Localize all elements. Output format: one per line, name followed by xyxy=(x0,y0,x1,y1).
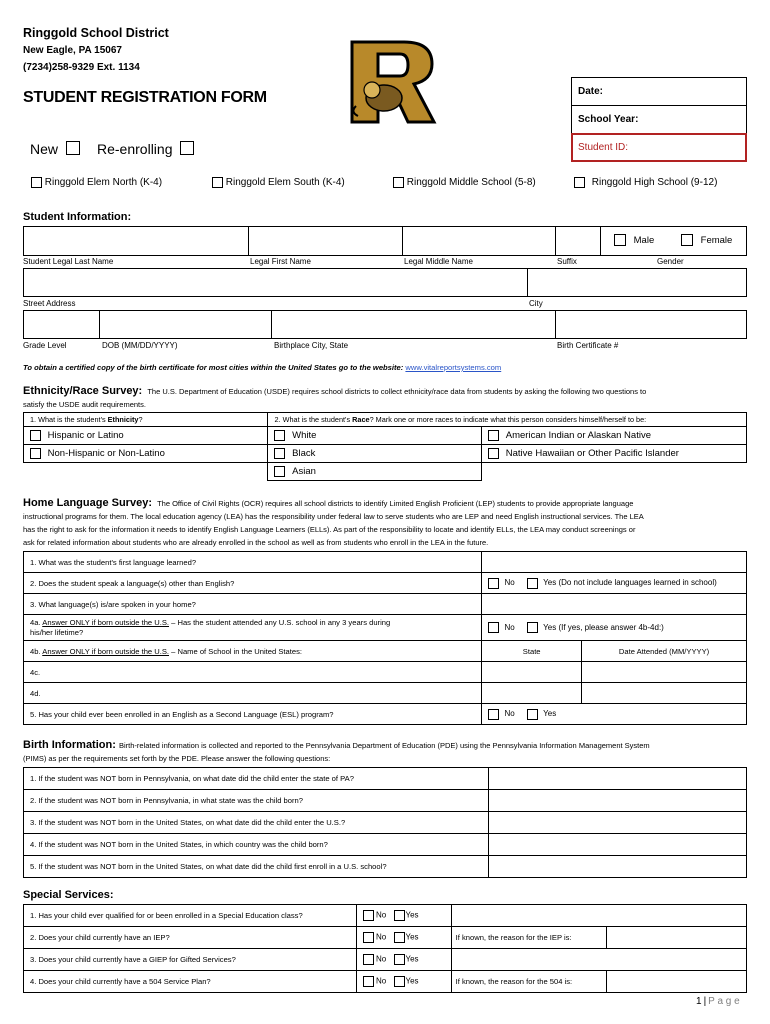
special-q1-answer: No Yes xyxy=(356,905,451,927)
school-option-middle[interactable]: Ringgold Middle School (5-8) xyxy=(393,177,536,188)
white-checkbox[interactable] xyxy=(274,430,285,441)
plan-reason-label: If known, the reason for the 504 is: xyxy=(451,971,606,993)
school-logo xyxy=(344,36,439,128)
ethnicity-heading: Ethnicity/Race Survey: xyxy=(23,385,143,397)
language-q5-answer: No Yes xyxy=(482,704,747,725)
date-field[interactable] xyxy=(571,77,747,106)
school-year-label: School Year: xyxy=(578,114,639,125)
birth-cert-input[interactable] xyxy=(556,311,746,338)
birth-intro: Birth Information: Birth-related information is collected and reported to the Pennsylvania Department of Education (PDE) using the Pennsylvania Information Management System (PIMS) as per the requirements set forth by the PDE. Please answer the following questions: xyxy=(23,739,650,763)
language-q4a-answer: No Yes (If yes, please answer 4b-4d:) xyxy=(482,615,747,641)
q4a-yes-checkbox[interactable] xyxy=(527,622,538,633)
language-q3: 3. What language(s) is/are spoken in your home? xyxy=(24,594,482,615)
date-attended-header: Date Attended (MM/YYYY) xyxy=(582,641,747,662)
asian-checkbox[interactable] xyxy=(274,466,285,477)
student-info-heading: Student Information: xyxy=(23,211,132,223)
dob-label: DOB (MM/DD/YYYY) xyxy=(102,341,178,350)
female-option[interactable]: Female xyxy=(681,234,732,246)
ethnicity-intro: Ethnicity/Race Survey: The U.S. Department of Education (USDE) requires school districts to collect ethnicity/race data from students by asking the following two questions to satisfy the USDE audit requirements. xyxy=(23,385,647,409)
suffix-label: Suffix xyxy=(557,257,577,266)
special-heading: Special Services: xyxy=(23,889,114,901)
school-option-south[interactable]: Ringgold Elem South (K-4) xyxy=(212,177,345,188)
hispanic-option[interactable]: Hispanic or Latino xyxy=(24,427,268,445)
last-name-label: Student Legal Last Name xyxy=(23,257,114,266)
special-q1-no-checkbox[interactable] xyxy=(363,910,374,921)
dob-input[interactable] xyxy=(100,311,271,338)
street-label: Street Address xyxy=(23,299,76,308)
language-q4a: 4a. Answer ONLY if born outside the U.S. – Has the student attended any U.S. school in any 3 years during his/her lifetime? xyxy=(24,615,482,641)
special-q3-no-checkbox[interactable] xyxy=(363,954,374,965)
white-option[interactable]: White xyxy=(268,427,482,445)
non-hispanic-option[interactable]: Non-Hispanic or Non-Latino xyxy=(24,445,268,463)
birth-cert-label: Birth Certificate # xyxy=(557,341,619,350)
special-q2-answer: No Yes xyxy=(356,927,451,949)
birth-q2: 2. If the student was NOT born in Pennsylvania, in what state was the child born? xyxy=(24,790,489,812)
black-option[interactable]: Black xyxy=(268,445,482,463)
new-label: New xyxy=(30,141,59,157)
birthplace-input[interactable] xyxy=(272,311,555,338)
page-word: P a g e xyxy=(708,996,740,1007)
school-year-field[interactable] xyxy=(571,105,747,134)
city-input[interactable] xyxy=(528,269,746,296)
race-question: 2. What is the student's Race? Mark one or more races to indicate what this person considers himself/herself to be: xyxy=(268,413,747,427)
special-q4: 4. Does your child currently have a 504 Service Plan? xyxy=(24,971,357,993)
language-q5: 5. Has your child ever been enrolled in an English as a Second Language (ESL) program? xyxy=(24,704,482,725)
q5-yes-checkbox[interactable] xyxy=(527,709,538,720)
middle-name-label: Legal Middle Name xyxy=(404,257,473,266)
reenrolling-checkbox[interactable] xyxy=(180,141,194,155)
suffix-input[interactable] xyxy=(556,227,600,255)
male-option[interactable]: Male xyxy=(614,234,654,246)
special-q2-yes-checkbox[interactable] xyxy=(394,932,405,943)
birth-q1: 1. If the student was NOT born in Pennsylvania, on what date did the child enter the state of PA? xyxy=(24,768,489,790)
school-checkbox[interactable] xyxy=(31,177,42,188)
q5-no-checkbox[interactable] xyxy=(488,709,499,720)
birth-cert-note: To obtain a certified copy of the birth certificate for most cities within the United States go to the website: www.vitalreportsystems.com xyxy=(23,363,502,372)
student-id-label: Student ID: xyxy=(578,142,629,153)
hawaiian-option[interactable]: Native Hawaiian or Other Pacific Islander xyxy=(482,445,747,463)
special-q4-no-checkbox[interactable] xyxy=(363,976,374,987)
non-hispanic-checkbox[interactable] xyxy=(30,448,41,459)
school-checkbox[interactable] xyxy=(212,177,223,188)
q2-no-checkbox[interactable] xyxy=(488,578,499,589)
student-id-field[interactable] xyxy=(571,133,747,162)
special-q4-answer: No Yes xyxy=(356,971,451,993)
special-q3: 3. Does your child currently have a GIEP for Gifted Services? xyxy=(24,949,357,971)
ethnicity-question: 1. What is the student's Ethnicity? xyxy=(24,413,268,427)
special-q3-answer: No Yes xyxy=(356,949,451,971)
hawaiian-checkbox[interactable] xyxy=(488,448,499,459)
school-checkbox[interactable] xyxy=(574,177,585,188)
birth-q5: 5. If the student was NOT born in the United States, on what date did the child first enroll in a U.S. school? xyxy=(24,856,489,878)
language-q1: 1. What was the student's first language learned? xyxy=(24,552,482,573)
last-name-input[interactable] xyxy=(24,227,248,255)
reenrolling-label: Re-enrolling xyxy=(97,141,173,157)
language-q1-answer[interactable] xyxy=(482,552,747,573)
language-table xyxy=(23,551,747,725)
q2-yes-checkbox[interactable] xyxy=(527,578,538,589)
birth-q4-answer[interactable] xyxy=(488,834,746,856)
state-header: State xyxy=(482,641,582,662)
middle-name-input[interactable] xyxy=(403,227,555,255)
district-name: Ringgold School District xyxy=(23,26,169,40)
q4d-state-input[interactable] xyxy=(482,683,582,704)
new-option[interactable] xyxy=(30,141,80,157)
iep-reason-input[interactable] xyxy=(606,927,747,949)
ethnicity-table xyxy=(23,412,747,481)
special-table xyxy=(23,904,747,993)
language-q4d[interactable]: 4d. xyxy=(24,683,482,704)
reenrolling-option[interactable] xyxy=(97,141,194,157)
grade-input[interactable] xyxy=(24,311,99,338)
first-name-label: Legal First Name xyxy=(250,257,311,266)
name-divider xyxy=(600,226,601,256)
special-q1: 1. Has your child ever qualified for or been enrolled in a Special Education class? xyxy=(24,905,357,927)
special-q1-yes-checkbox[interactable] xyxy=(394,910,405,921)
language-q4c[interactable]: 4c. xyxy=(24,662,482,683)
birth-q4: 4. If the student was NOT born in the United States, in which country was the child born? xyxy=(24,834,489,856)
grade-label: Grade Level xyxy=(23,341,67,350)
street-input[interactable] xyxy=(24,269,527,296)
birth-q5-answer[interactable] xyxy=(488,856,746,878)
school-option-north[interactable]: Ringgold Elem North (K-4) xyxy=(31,177,162,188)
school-option-high[interactable]: Ringgold High School (9-12) xyxy=(574,177,717,188)
birth-heading: Birth Information: xyxy=(23,739,116,751)
language-q2: 2. Does the student speak a language(s) other than English? xyxy=(24,573,482,594)
birth-q1-answer[interactable] xyxy=(488,768,746,790)
birth-q3-answer[interactable] xyxy=(488,812,746,834)
special-q4-yes-checkbox[interactable] xyxy=(394,976,405,987)
school-checkbox[interactable] xyxy=(393,177,404,188)
american-indian-option[interactable]: American Indian or Alaskan Native xyxy=(482,427,747,445)
birth-q2-answer[interactable] xyxy=(488,790,746,812)
city-label: City xyxy=(529,299,543,308)
asian-option[interactable]: Asian xyxy=(268,463,482,481)
birth-q3: 3. If the student was NOT born in the United States, on what date did the child enter the U.S.? xyxy=(24,812,489,834)
form-title: STUDENT REGISTRATION FORM xyxy=(23,89,267,106)
female-checkbox[interactable] xyxy=(681,234,693,246)
black-checkbox[interactable] xyxy=(274,448,285,459)
new-checkbox[interactable] xyxy=(66,141,80,155)
language-intro: Home Language Survey: The Office of Civil Rights (OCR) requires all school districts to identify Limited English Proficient (LEP) students to provide appropriate language instructional programs for them. The local education agency (LEA) has the responsibility under federal law to serve students who are LEP and need English instructional services. The LEA has the right to ask for the information it needs to identify English Language Learners (ELLs). As part of the responsibility to locate and identify ELLs, the LEA may conduct screenings or ask for related information about students who are already enrolled in the school as well as from students who enroll in the LEA in the future. xyxy=(23,497,644,547)
page-footer: 1 | P a g e xyxy=(696,996,740,1007)
gender-label: Gender xyxy=(657,257,684,266)
district-address: New Eagle, PA 15067 xyxy=(23,45,122,56)
iep-reason-label: If known, the reason for the IEP is: xyxy=(451,927,606,949)
plan-reason-input[interactable] xyxy=(606,971,747,993)
q4d-date-input[interactable] xyxy=(582,683,747,704)
special-q1-notes[interactable] xyxy=(451,905,746,927)
male-checkbox[interactable] xyxy=(614,234,626,246)
language-q3-answer[interactable] xyxy=(482,594,747,615)
hispanic-checkbox[interactable] xyxy=(30,430,41,441)
special-q3-notes[interactable] xyxy=(451,949,746,971)
q4a-no-checkbox[interactable] xyxy=(488,622,499,633)
q4c-date-input[interactable] xyxy=(582,662,747,683)
language-q4b: 4b. Answer ONLY if born outside the U.S. – Name of School in the United States: xyxy=(24,641,482,662)
district-phone: (7234)258-9329 Ext. 1134 xyxy=(23,62,140,73)
birth-table xyxy=(23,767,747,878)
american-indian-checkbox[interactable] xyxy=(488,430,499,441)
vital-records-link[interactable]: www.vitalreportsystems.com xyxy=(405,363,502,372)
q4c-state-input[interactable] xyxy=(482,662,582,683)
language-heading: Home Language Survey: xyxy=(23,497,152,509)
special-q3-yes-checkbox[interactable] xyxy=(394,954,405,965)
language-q2-answer: No Yes (Do not include languages learned in school) xyxy=(482,573,747,594)
first-name-input[interactable] xyxy=(249,227,402,255)
special-q2: 2. Does your child currently have an IEP? xyxy=(24,927,357,949)
birthplace-label: Birthplace City, State xyxy=(274,341,349,350)
page-number: 1 xyxy=(696,996,702,1007)
date-label: Date: xyxy=(578,86,604,97)
special-q2-no-checkbox[interactable] xyxy=(363,932,374,943)
